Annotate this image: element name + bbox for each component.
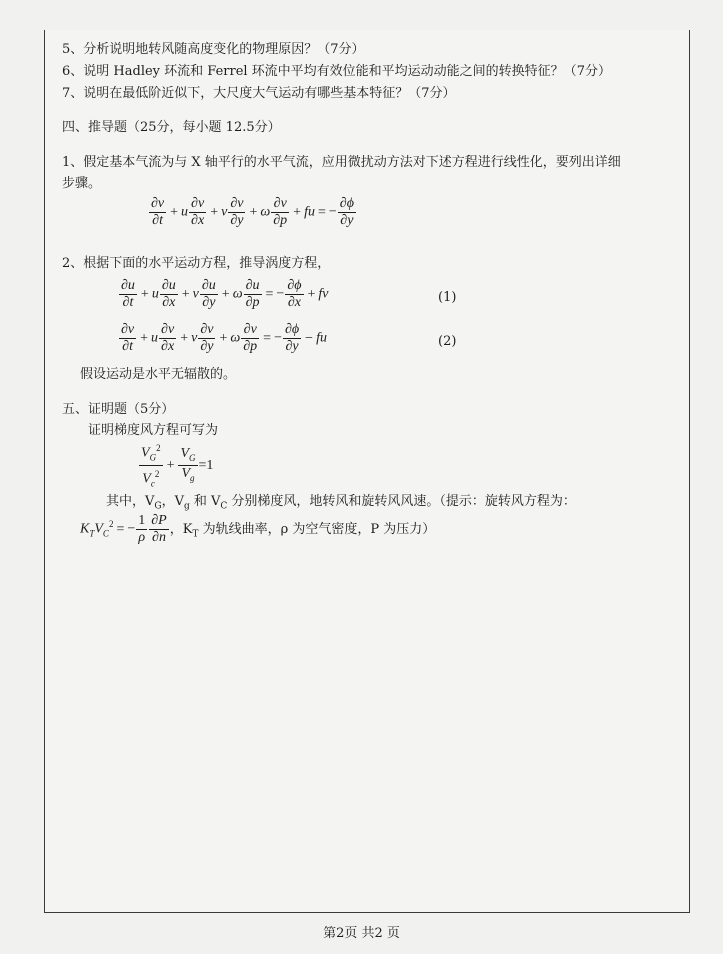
section-5-intro: 证明梯度风方程可写为 — [88, 423, 219, 438]
question-5: 5、分析说明地转风随高度变化的物理原因？（7分） — [62, 42, 365, 57]
section-4-q2-note: 假设运动是水平无辐散的。 — [80, 367, 237, 382]
question-7: 7、说明在最低阶近似下，大尺度大气运动有哪些基本特征？（7分） — [62, 86, 456, 101]
equation-2: $\frac{\partial v}{\partial t}$ + u $\frac{\partial v}{\partial x}$ + v $\frac{\partial v}{\partial y}$ + ω $\frac{\partial v}{\partial p}$ = − $\frac{\partial\phi}{\partial y}$ − fu — [121, 322, 327, 354]
section-4-heading: 四、推导题（25分，每小题 12.5分） — [62, 120, 281, 135]
section-4-q2-intro: 2、根据下面的水平运动方程，推导涡度方程， — [62, 256, 331, 271]
equation-linearize: $\frac{\partial v}{\partial t}$ + u $\frac{\partial v}{\partial x}$ + v $\frac{\partial v}{\partial y}$ + ω $\frac{\partial v}{\partial p}$ + fu = − $\frac{\partial\phi}{\partial y}$ — [151, 196, 354, 228]
equation-2-number: (2) — [438, 334, 457, 349]
section-5-heading: 五、证明题（5分） — [62, 402, 175, 417]
section-5-note: 其中，$V_G$，$V_g$ 和 $V_C$ 分别梯度风，地转风和旋转风风速。（提示：旋转风方程为： — [106, 494, 576, 512]
equation-1-number: (1) — [438, 290, 457, 305]
section-4-q1-line2: 步骤。 — [62, 176, 102, 191]
gradient-eq-rhs: =1 — [198, 458, 214, 474]
section-4-q1-line1: 1、假定基本气流为与 X 轴平行的水平气流，应用微扰动方法对下述方程进行线性化，要列出详细 — [62, 155, 621, 170]
equation-1: $\frac{\partial u}{\partial t}$ + u $\frac{\partial u}{\partial x}$ + v $\frac{\partial u}{\partial y}$ + ω $\frac{\partial u}{\partial p}$ = − $\frac{\partial\phi}{\partial x}$ + fv — [121, 278, 329, 310]
equation-gradient-wind: $\frac{V_G^2}{V_c^2}$ + $\frac{V_G}{V_g}$ =1 — [138, 440, 213, 492]
equation-cyclostrophic: $K_TV_C^2$ = − $\frac{1}{\rho}$ $\frac{\partial P}{\partial n}$ ，$K_T$ 为轨线曲率，ρ 为空气密度，P 为压力） — [80, 513, 436, 545]
page-footer: 第2页 共2 页 — [323, 926, 400, 941]
question-6: 6、说明 Hadley 环流和 Ferrel 环流中平均有效位能和平均运动动能之间的转换特征？（7分） — [62, 64, 611, 79]
